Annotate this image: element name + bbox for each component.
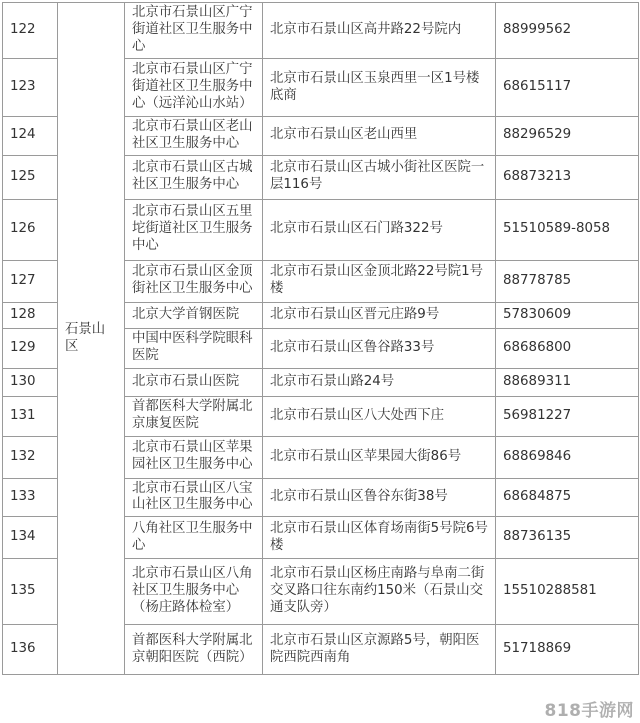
- watermark-logo: 818手游网: [544, 701, 634, 721]
- row-number-cell: 134: [3, 517, 58, 559]
- phone-cell: 88736135: [496, 517, 639, 559]
- row-number-cell: 133: [3, 478, 58, 517]
- phone-cell: 56981227: [496, 396, 639, 436]
- institution-name-cell: 首都医科大学附属北京朝阳医院（西院）: [125, 625, 263, 675]
- institution-name-cell: 中国中医科学院眼科医院: [125, 328, 263, 368]
- address-cell: 北京市石景山区玉泉西里一区1号楼底商: [263, 59, 496, 117]
- row-number-cell: 123: [3, 59, 58, 117]
- institution-name-cell: 北京市石景山区广宁街道社区卫生服务中心（远洋沁山水站）: [125, 59, 263, 117]
- phone-cell: 15510288581: [496, 559, 639, 625]
- phone-cell: 51510589-8058: [496, 199, 639, 260]
- address-cell: 北京市石景山区高井路22号院内: [263, 3, 496, 59]
- phone-cell: 68869846: [496, 436, 639, 478]
- row-number-cell: 124: [3, 117, 58, 156]
- institution-name-cell: 北京市石景山区广宁街道社区卫生服务中心: [125, 3, 263, 59]
- row-number-cell: 126: [3, 199, 58, 260]
- phone-cell: 68686800: [496, 328, 639, 368]
- institution-name-cell: 北京市石景山区老山社区卫生服务中心: [125, 117, 263, 156]
- address-cell: 北京市石景山区八大处西下庄: [263, 396, 496, 436]
- phone-cell: 57830609: [496, 302, 639, 328]
- row-number-cell: 125: [3, 155, 58, 199]
- row-number-cell: 128: [3, 302, 58, 328]
- phone-cell: 68615117: [496, 59, 639, 117]
- phone-cell: 88296529: [496, 117, 639, 156]
- institution-name-cell: 首都医科大学附属北京康复医院: [125, 396, 263, 436]
- row-number-cell: 135: [3, 559, 58, 625]
- institution-name-cell: 北京大学首钢医院: [125, 302, 263, 328]
- district-cell: 石景山区: [58, 3, 125, 675]
- phone-cell: 88999562: [496, 3, 639, 59]
- phone-cell: 68684875: [496, 478, 639, 517]
- row-number-cell: 129: [3, 328, 58, 368]
- institution-name-cell: 北京市石景山医院: [125, 368, 263, 396]
- address-cell: 北京市石景山区鲁谷东街38号: [263, 478, 496, 517]
- institution-name-cell: 北京市石景山区古城社区卫生服务中心: [125, 155, 263, 199]
- institution-name-cell: 北京市石景山区五里坨街道社区卫生服务中心: [125, 199, 263, 260]
- phone-cell: 88778785: [496, 260, 639, 302]
- address-cell: 北京市石景山区体育场南街5号院6号楼: [263, 517, 496, 559]
- table-row: [3, 3, 639, 59]
- row-number-cell: 131: [3, 396, 58, 436]
- address-cell: 北京市石景山区晋元庄路9号: [263, 302, 496, 328]
- row-number-cell: 132: [3, 436, 58, 478]
- row-number-cell: 130: [3, 368, 58, 396]
- institution-name-cell: 北京市石景山区八角社区卫生服务中心（杨庄路体检室）: [125, 559, 263, 625]
- address-cell: 北京市石景山区杨庄南路与阜南二街交叉路口往东南约150米（石景山交通支队旁）: [263, 559, 496, 625]
- phone-cell: 51718869: [496, 625, 639, 675]
- address-cell: 北京市石景山区京源路5号，朝阳医院西院西南角: [263, 625, 496, 675]
- phone-cell: 68873213: [496, 155, 639, 199]
- row-number-cell: 136: [3, 625, 58, 675]
- address-cell: 北京市石景山区古城小街社区医院一层116号: [263, 155, 496, 199]
- address-cell: 北京市石景山区金顶北路22号院1号楼: [263, 260, 496, 302]
- row-number-cell: 122: [3, 3, 58, 59]
- address-cell: 北京市石景山区老山西里: [263, 117, 496, 156]
- hospital-table: [2, 2, 639, 675]
- institution-name-cell: 北京市石景山区苹果园社区卫生服务中心: [125, 436, 263, 478]
- institution-name-cell: 八角社区卫生服务中心: [125, 517, 263, 559]
- address-cell: 北京市石景山区石门路322号: [263, 199, 496, 260]
- phone-cell: 88689311: [496, 368, 639, 396]
- address-cell: 北京市石景山区苹果园大街86号: [263, 436, 496, 478]
- table-body: [3, 3, 639, 675]
- institution-name-cell: 北京市石景山区金顶街社区卫生服务中心: [125, 260, 263, 302]
- address-cell: 北京市石景山区鲁谷路33号: [263, 328, 496, 368]
- address-cell: 北京市石景山路24号: [263, 368, 496, 396]
- row-number-cell: 127: [3, 260, 58, 302]
- institution-name-cell: 北京市石景山区八宝山社区卫生服务中心: [125, 478, 263, 517]
